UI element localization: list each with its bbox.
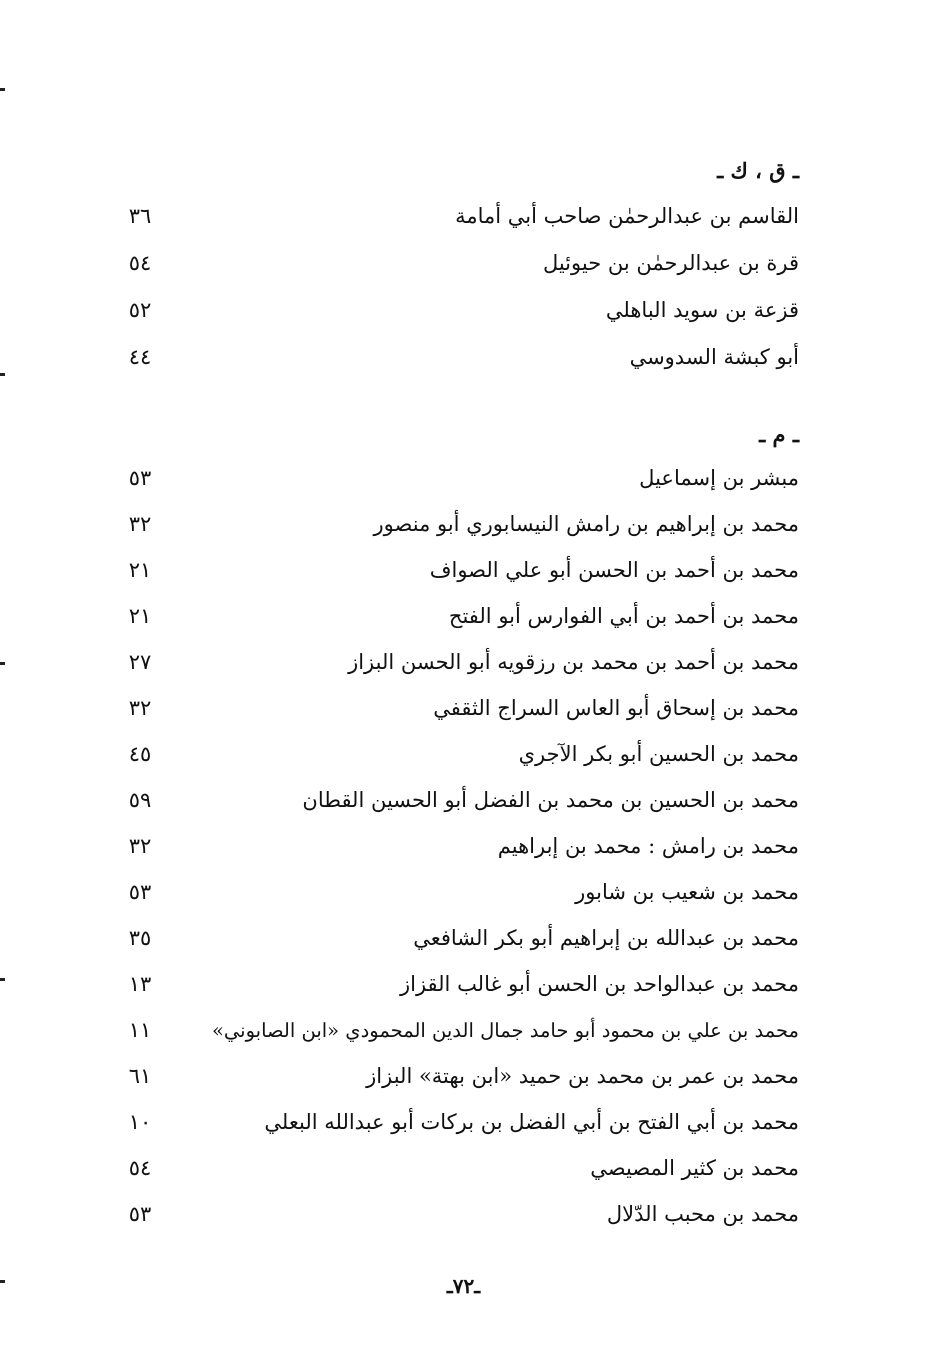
index-entry xyxy=(118,642,799,682)
scan-edge-mark xyxy=(0,662,5,665)
entry-page-number: ٣٢ xyxy=(128,512,152,536)
entry-page-number: ٢١ xyxy=(128,604,152,628)
entry-page-number: ٥٤ xyxy=(128,251,152,275)
entry-name: أبو كبشة السدوسي xyxy=(629,345,799,369)
index-entry xyxy=(118,780,799,820)
index-entry xyxy=(118,196,799,236)
entry-page-number: ٥٩ xyxy=(128,788,152,812)
entry-page-number: ٢٧ xyxy=(128,650,152,674)
index-entry xyxy=(118,1056,799,1096)
entry-page-number: ٤٥ xyxy=(128,742,152,766)
entry-page-number: ١٠ xyxy=(128,1110,152,1134)
index-entry xyxy=(118,1194,799,1234)
page-number: ـ٧٢ـ xyxy=(446,1274,481,1298)
index-entry xyxy=(118,458,799,498)
scan-edge-mark xyxy=(0,1280,5,1283)
index-entry xyxy=(118,964,799,1004)
entry-page-number: ٣٢ xyxy=(128,834,152,858)
entry-name: محمد بن عبدالواحد بن الحسن أبو غالب القزاز xyxy=(399,972,799,996)
index-entry xyxy=(118,337,799,377)
entry-page-number: ٣٥ xyxy=(128,926,152,950)
index-entry xyxy=(118,734,799,774)
entry-page-number: ٥٣ xyxy=(128,1202,152,1226)
section-heading-qaf-kaf: ـ ق ، ك ـ xyxy=(717,158,799,183)
entry-name: محمد بن الحسين بن محمد بن الفضل أبو الحسين القطان xyxy=(302,788,799,812)
scan-edge-mark xyxy=(0,978,5,981)
entry-name: محمد بن أحمد بن أبي الفوارس أبو الفتح xyxy=(448,604,799,628)
index-entry xyxy=(118,826,799,866)
entry-page-number: ٥٤ xyxy=(128,1156,152,1180)
entry-name: محمد بن علي بن محمود أبو حامد جمال الدين المحمودي «ابن الصابوني» xyxy=(211,1018,799,1042)
entry-page-number: ٥٣ xyxy=(128,880,152,904)
entry-page-number: ٣٢ xyxy=(128,696,152,720)
index-entry xyxy=(118,596,799,636)
entry-name: مبشر بن إسماعيل xyxy=(639,466,799,490)
entry-name: محمد بن إسحاق أبو العاس السراج الثقفي xyxy=(433,696,799,720)
entry-name: محمد بن رامش : محمد بن إبراهيم xyxy=(497,834,799,858)
index-entry xyxy=(118,504,799,544)
entry-page-number: ٣٦ xyxy=(128,204,152,228)
entry-name: قزعة بن سويد الباهلي xyxy=(605,298,799,322)
entry-name: محمد بن إبراهيم بن رامش النيسابوري أبو منصور xyxy=(373,512,799,536)
index-entry xyxy=(118,550,799,590)
entry-page-number: ٥٣ xyxy=(128,466,152,490)
entry-name: محمد بن أحمد بن محمد بن رزقويه أبو الحسن البزاز xyxy=(348,650,799,674)
entry-name: محمد بن الحسين أبو بكر الآجري xyxy=(518,742,799,766)
entry-page-number: ٤٤ xyxy=(128,345,152,369)
entry-name: قرة بن عبدالرحمٰن بن حيوئيل xyxy=(542,251,799,275)
index-entry xyxy=(118,1010,799,1050)
entry-name: محمد بن محبب الدّلال xyxy=(606,1202,799,1226)
entry-page-number: ٢١ xyxy=(128,558,152,582)
scan-edge-mark xyxy=(0,373,5,376)
scan-edge-mark xyxy=(0,88,5,91)
entry-page-number: ٥٢ xyxy=(128,298,152,322)
entry-name: محمد بن كثير المصيصي xyxy=(590,1156,799,1180)
index-entry xyxy=(118,918,799,958)
entry-name: القاسم بن عبدالرحمٰن صاحب أبي أمامة xyxy=(455,204,799,228)
index-entry xyxy=(118,1102,799,1142)
index-entry xyxy=(118,290,799,330)
entry-page-number: ١٣ xyxy=(128,972,152,996)
entry-name: محمد بن عمر بن محمد بن حميد «ابن بهتة» البزاز xyxy=(366,1064,799,1088)
section-heading-mim: ـ م ـ xyxy=(759,422,799,447)
index-entry xyxy=(118,688,799,728)
entry-page-number: ١١ xyxy=(128,1018,152,1042)
entry-name: محمد بن أحمد بن الحسن أبو علي الصواف xyxy=(429,558,799,582)
index-entry xyxy=(118,243,799,283)
entry-name: محمد بن أبي الفتح بن أبي الفضل بن بركات أبو عبدالله البعلي xyxy=(264,1110,799,1134)
index-entry xyxy=(118,872,799,912)
entry-name: محمد بن شعيب بن شابور xyxy=(575,880,799,904)
entry-name: محمد بن عبدالله بن إبراهيم أبو بكر الشافعي xyxy=(413,926,799,950)
entry-page-number: ٦١ xyxy=(128,1064,152,1088)
index-entry xyxy=(118,1148,799,1188)
